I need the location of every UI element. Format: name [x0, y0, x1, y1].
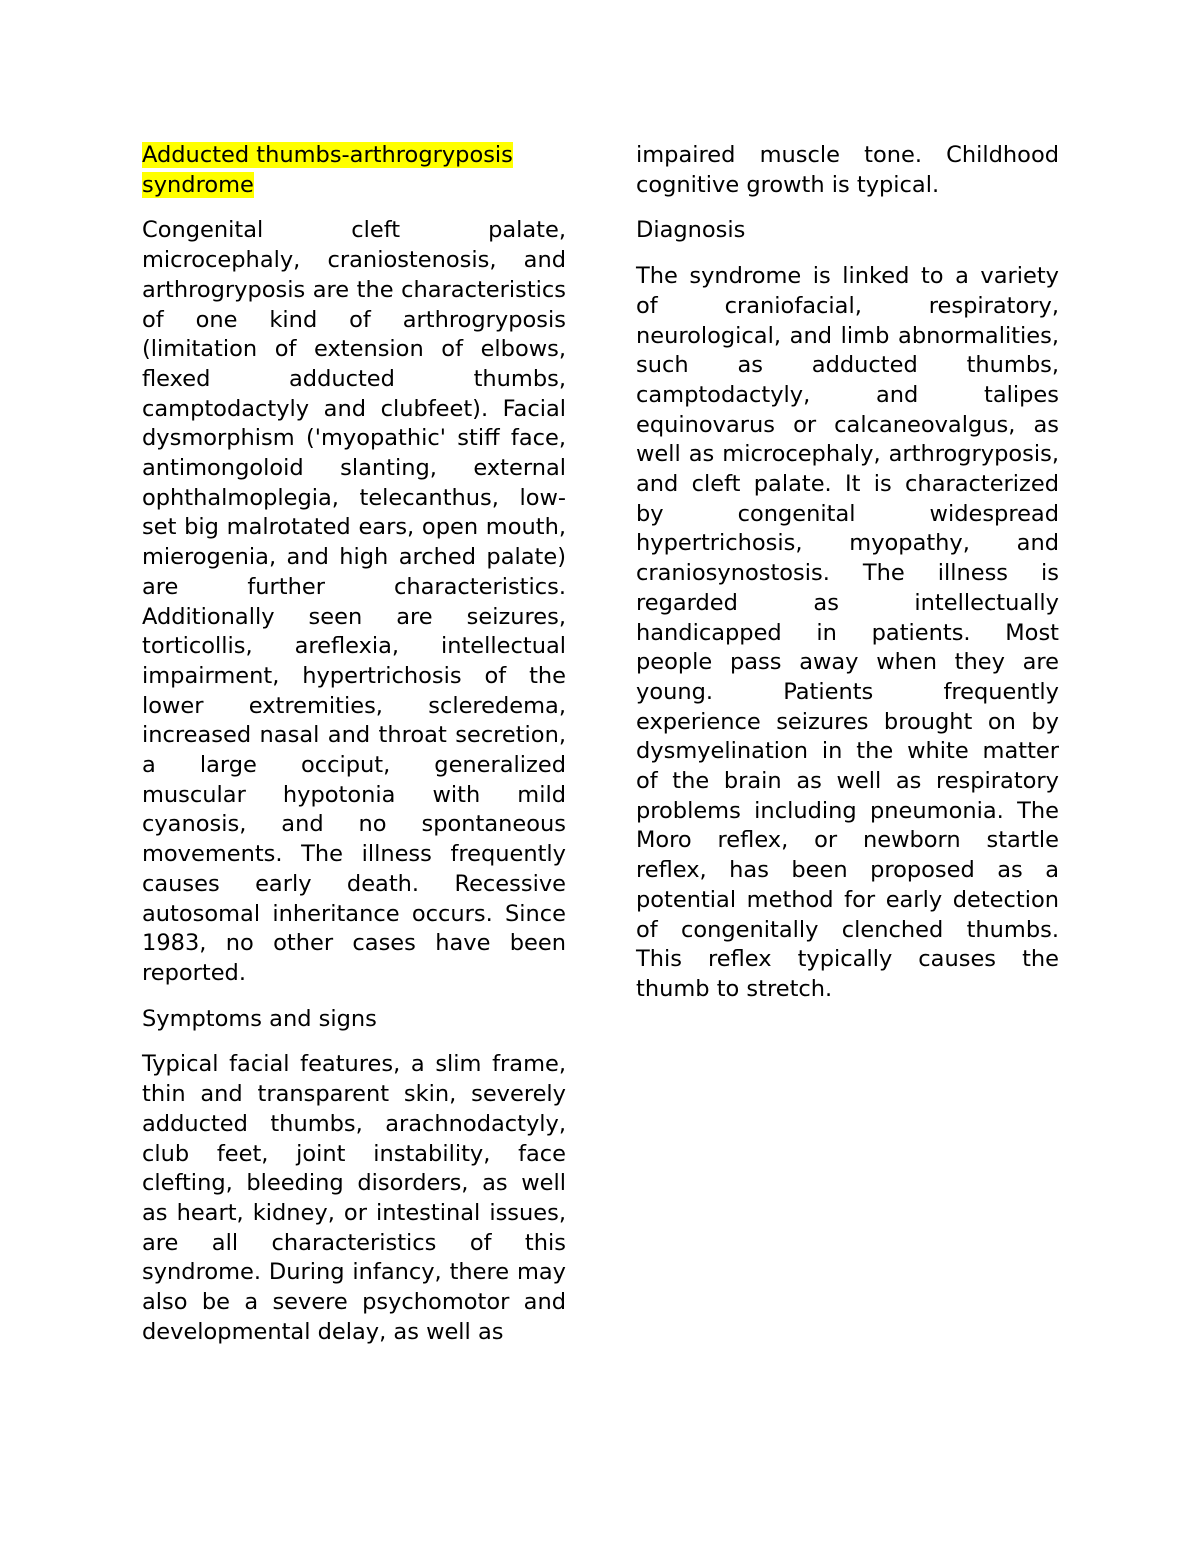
symptoms-heading: Symptoms and signs	[142, 1005, 377, 1032]
right-column	[636, 141, 1059, 1021]
left-column	[142, 141, 566, 1363]
diagnosis-paragraph: The syndrome is linked to a variety of craniofacial, respiratory, neurological, and limb abnormalities, such as adducted thumbs, camptodactyly, and talipes equinovarus or calcaneovalgus, as well as microcephaly, arthrogryposis, and cleft palate. It is characterized by congenital widespread hypertrichosis, myopathy, and craniosynostosis. The illness is regarded as intellectually handicapped in patients. Most people pass away when they are young. Patients frequently experience seizures brought on by dysmyelination in the white matter of the brain as well as respiratory problems including pneumonia. The Moro reflex, or newborn startle reflex, has been proposed as a potential method for early detection of congenitally clenched thumbs. This reflex typically causes the thumb to stretch.	[636, 263, 1059, 1002]
title-highlight: Adducted thumbs-arthrogryposis syndrome	[142, 142, 513, 198]
symptoms-paragraph: Typical facial features, a slim frame, thin and transparent skin, severely adducted thumbs, arachnodactyly, club feet, joint instability, face clefting, bleeding disorders, as well as heart, kidney, or intestinal issues, are all characteristics of this syndrome. During infancy, there may also be a severe psychomotor and developmental delay, as well as	[142, 1051, 566, 1345]
intro-paragraph: Congenital cleft palate, microcephaly, craniostenosis, and arthrogryposis are the characteristics of one kind of arthrogryposis (limitation of extension of elbows, flexed adducted thumbs, camptodactyly and clubfeet). Facial dysmorphism ('myopathic' stiff face, antimongoloid slanting, external ophthalmoplegia, telecanthus, low-set big malrotated ears, open mouth, mierogenia, and high arched palate) are further characteristics. Additionally seen are seizures, torticollis, areflexia, intellectual impairment, hypertrichosis of the lower extremities, scleredema, increased nasal and throat secretion, a large occiput, generalized muscular hypotonia with mild cyanosis, and no spontaneous movements. The illness frequently causes early death. Recessive autosomal inheritance occurs. Since 1983, no other cases have been reported.	[142, 217, 566, 986]
diagnosis-heading: Diagnosis	[636, 217, 746, 244]
document-title	[142, 141, 566, 200]
continuation-paragraph: impaired muscle tone. Childhood cognitive growth is typical.	[636, 142, 1059, 198]
